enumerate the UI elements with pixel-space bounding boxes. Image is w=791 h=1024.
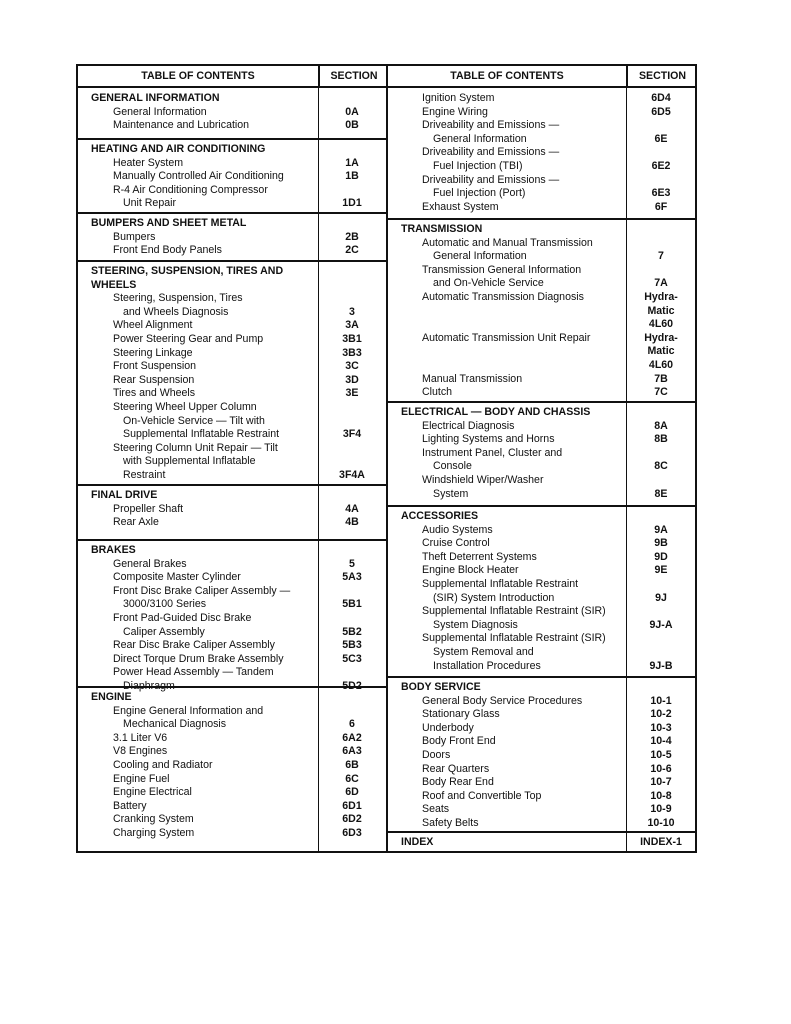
entry-title: 3000/3100 Series: [123, 598, 207, 611]
section-code: 8A: [654, 419, 668, 432]
entry-title: Seats: [422, 803, 450, 816]
section-code: 0A: [345, 105, 359, 118]
entry-title: Charging System: [113, 826, 195, 839]
toc-entry: [78, 718, 386, 732]
section-code: 7A: [654, 277, 668, 290]
entry-title: Underbody: [422, 721, 474, 734]
section-code: 9J-B: [649, 659, 673, 672]
entry-title: Restraint: [123, 468, 166, 481]
entry-title: Rear Axle: [113, 516, 159, 529]
section-code: 4B: [345, 516, 359, 529]
entry-title: Electrical Diagnosis: [422, 419, 515, 432]
toc-entry: [78, 415, 386, 429]
toc-entry: [78, 184, 386, 198]
section-heading: WHEELS: [91, 278, 137, 291]
section-code: 9D: [654, 550, 668, 563]
entry-title: Propeller Shaft: [113, 502, 184, 515]
toc-entry: [78, 626, 386, 640]
section-code: 6D3: [342, 826, 362, 839]
entry-title: Safety Belts: [422, 816, 479, 829]
section-heading: GENERAL INFORMATION: [91, 92, 220, 104]
section-code: 10-7: [650, 776, 672, 789]
toc-entry: [388, 763, 695, 777]
toc-entry: [78, 759, 386, 773]
section-heading: BUMPERS AND SHEET METAL: [91, 217, 247, 229]
toc-entry: [78, 157, 386, 171]
section-heading: BRAKES: [91, 544, 136, 556]
section-code: 5B1: [342, 598, 362, 611]
toc-entry: [78, 319, 386, 333]
section-heading-line: [388, 510, 695, 524]
toc-entry: [388, 187, 695, 201]
entry-title: Manual Transmission: [422, 372, 523, 385]
entry-title: Front Suspension: [113, 360, 197, 373]
toc-group: [78, 484, 386, 530]
entry-title: Mechanical Diagnosis: [123, 718, 227, 731]
section-heading: FINAL DRIVE: [91, 489, 158, 501]
section-code: 6F: [654, 200, 668, 213]
toc-group: [388, 90, 695, 214]
section-heading-line: [388, 681, 695, 695]
section-code: 3F4A: [339, 468, 365, 481]
section-code: 9J-A: [649, 618, 673, 631]
toc-entry: [78, 653, 386, 667]
toc-entry: [78, 292, 386, 306]
section-code: 3E: [345, 387, 359, 400]
toc-left-column: [76, 64, 388, 853]
toc-entry: [78, 516, 386, 530]
toc-header-section: SECTION: [318, 66, 388, 86]
entry-title: Engine Fuel: [113, 772, 170, 785]
entry-title: Instrument Panel, Cluster and: [422, 446, 563, 459]
toc-entry: [388, 460, 695, 474]
section-code: 6C: [345, 772, 359, 785]
toc-entry: [388, 488, 695, 502]
toc-group: [388, 401, 695, 501]
section-code: 4L60: [648, 358, 674, 371]
section-heading-line: [78, 265, 386, 279]
section-code: 5B2: [342, 625, 362, 638]
entry-title: General Information: [433, 132, 527, 145]
toc-entry: [388, 420, 695, 434]
section-code: 5D2: [342, 679, 362, 692]
section-code: 10-2: [650, 708, 672, 721]
toc-entry: [388, 474, 695, 488]
toc-entry: [78, 666, 386, 680]
entry-title: Doors: [422, 748, 451, 761]
section-heading: ENGINE: [91, 691, 132, 703]
toc-entry: [388, 250, 695, 264]
entry-title: Windshield Wiper/Washer: [422, 473, 544, 486]
toc-entry: [78, 106, 386, 120]
section-heading-line: [78, 544, 386, 558]
toc-group: [78, 138, 386, 211]
section-code: 1D1: [342, 197, 362, 210]
entry-title: Clutch: [422, 386, 453, 399]
entry-title: Theft Deterrent Systems: [422, 550, 537, 563]
section-code: Matic: [647, 304, 675, 317]
section-heading-line: [78, 489, 386, 503]
entry-title: Audio Systems: [422, 523, 493, 536]
toc-entry: [78, 197, 386, 211]
entry-title: General Brakes: [113, 557, 187, 570]
toc-entry: [78, 571, 386, 585]
section-code: 10-8: [650, 789, 672, 802]
section-code: 3: [349, 305, 355, 318]
section-code: 10-10: [647, 816, 675, 829]
toc-entry: [78, 442, 386, 456]
section-code: 6E: [654, 132, 668, 145]
toc-entry: [78, 612, 386, 626]
section-code: 7: [658, 250, 664, 263]
section-code: 4A: [345, 502, 359, 515]
section-code: 6A2: [342, 731, 362, 744]
toc-entry: [388, 92, 695, 106]
entry-title: Steering Wheel Upper Column: [113, 400, 257, 413]
toc-entry: [78, 231, 386, 245]
entry-title: Front Pad-Guided Disc Brake: [113, 611, 252, 624]
entry-title: On-Vehicle Service — Tilt with: [123, 414, 265, 427]
entry-title: Composite Master Cylinder: [113, 571, 241, 584]
toc-entry: [78, 558, 386, 572]
toc-group: [388, 218, 695, 400]
entry-title: Maintenance and Lubrication: [113, 119, 250, 132]
toc-entry: [388, 564, 695, 578]
toc-header-title: TABLE OF CONTENTS: [141, 70, 255, 82]
section-heading-line: [78, 92, 386, 106]
section-code: 9J: [655, 591, 667, 604]
entry-title: and On-Vehicle Service: [433, 277, 544, 290]
toc-entry: [78, 244, 386, 258]
entry-title: Driveability and Emissions —: [422, 119, 560, 132]
toc-entry: [78, 401, 386, 415]
toc-entry: [388, 749, 695, 763]
toc-entry: [388, 146, 695, 160]
toc-entry: [78, 800, 386, 814]
section-code: 1B: [345, 170, 359, 183]
entry-title: Rear Suspension: [113, 373, 195, 386]
toc-entry: [388, 373, 695, 387]
entry-title: Cranking System: [113, 813, 194, 826]
section-code: 1A: [345, 156, 359, 169]
toc-entry: [78, 170, 386, 184]
section-code: 10-1: [650, 694, 672, 707]
entry-title: Engine Wiring: [422, 105, 488, 118]
toc-entry: [388, 305, 695, 319]
section-code: 10-5: [650, 748, 672, 761]
section-code: 5A3: [342, 571, 362, 584]
section-code: 10-4: [650, 735, 672, 748]
toc-entry: [388, 291, 695, 305]
toc-group: [78, 539, 386, 694]
toc-entry: [388, 817, 695, 831]
entry-title: Ignition System: [422, 92, 495, 104]
entry-title: System Diagnosis: [433, 618, 518, 631]
toc-entry: [78, 639, 386, 653]
toc-header-title: TABLE OF CONTENTS: [450, 70, 564, 82]
section-code: 9E: [654, 564, 668, 577]
toc-entry: [388, 537, 695, 551]
section-heading: INDEX: [401, 836, 434, 848]
toc-entry: [388, 119, 695, 133]
entry-title: Battery: [113, 799, 147, 812]
section-code: 7C: [654, 386, 668, 399]
entry-title: Supplemental Inflatable Restraint (SIR): [422, 632, 606, 645]
toc-entry: [388, 359, 695, 373]
entry-title: Automatic and Manual Transmission: [422, 236, 593, 249]
entry-title: Lighting Systems and Horns: [422, 433, 555, 446]
section-heading-line: [388, 223, 695, 237]
section-code: 6: [349, 718, 355, 731]
toc-left-header: [78, 66, 386, 88]
toc-entry: [78, 455, 386, 469]
entry-title: Front End Body Panels: [113, 244, 222, 257]
entry-title: and Wheels Diagnosis: [123, 305, 229, 318]
section-code: 3B3: [342, 346, 362, 359]
entry-title: R-4 Air Conditioning Compressor: [113, 183, 268, 196]
entry-title: Installation Procedures: [433, 659, 541, 672]
toc-entry: [78, 333, 386, 347]
toc-group: [388, 831, 695, 850]
toc-entry: [78, 827, 386, 841]
entry-title: Direct Torque Drum Brake Assembly: [113, 652, 284, 665]
toc-entry: [78, 387, 386, 401]
section-code: 7B: [654, 372, 668, 385]
toc-entry: [388, 790, 695, 804]
entry-title: System Removal and: [433, 645, 534, 658]
toc-entry: [388, 619, 695, 633]
section-heading: BODY SERVICE: [401, 681, 481, 693]
entry-title: Engine Electrical: [113, 786, 192, 799]
toc-entry: [78, 503, 386, 517]
toc-entry: [388, 264, 695, 278]
entry-title: Caliper Assembly: [123, 625, 205, 638]
section-heading: ACCESSORIES: [401, 510, 479, 522]
section-heading: ELECTRICAL — BODY AND CHASSIS: [401, 406, 591, 418]
toc-entry: [78, 306, 386, 320]
entry-title: Rear Disc Brake Caliper Assembly: [113, 639, 275, 652]
entry-title: Unit Repair: [123, 197, 176, 210]
toc-entry: [388, 578, 695, 592]
section-code: 6A3: [342, 745, 362, 758]
section-heading-line: [388, 406, 695, 420]
entry-title: Roof and Convertible Top: [422, 789, 542, 802]
section-code: 2C: [345, 244, 359, 257]
section-heading-line: [78, 143, 386, 157]
entry-title: Power Head Assembly — Tandem: [113, 666, 274, 679]
entry-title: Supplemental Inflatable Restraint (SIR): [422, 605, 606, 618]
toc-header-section: SECTION: [626, 66, 697, 86]
section-code: 9B: [654, 537, 668, 550]
section-code: 10-6: [650, 762, 672, 775]
entry-title: Driveability and Emissions —: [422, 173, 560, 186]
section-code: 6E3: [651, 187, 671, 200]
section-code: 5B3: [342, 639, 362, 652]
toc-entry: [388, 433, 695, 447]
entry-title: Supplemental Inflatable Restraint: [123, 428, 280, 441]
toc-entry: [78, 360, 386, 374]
entry-title: (SIR) System Introduction: [433, 591, 555, 604]
entry-title: Steering Column Unit Repair — Tilt: [113, 441, 278, 454]
section-code: Hydra-: [644, 331, 678, 344]
section-code: 8C: [654, 460, 668, 473]
entry-title: Tires and Wheels: [113, 387, 196, 400]
entry-title: Cooling and Radiator: [113, 758, 213, 771]
section-heading-line: [388, 836, 695, 850]
toc-entry: [388, 605, 695, 619]
section-heading-line: [78, 279, 386, 293]
toc-entry: [388, 201, 695, 215]
toc-group: [78, 212, 386, 258]
toc-entry: [388, 722, 695, 736]
toc-entry: [388, 551, 695, 565]
toc-entry: [78, 585, 386, 599]
toc-entry: [388, 332, 695, 346]
section-code: Hydra-: [644, 290, 678, 303]
toc-entry: [388, 660, 695, 674]
toc-entry: [388, 174, 695, 188]
toc-entry: [388, 695, 695, 709]
toc-entry: [78, 119, 386, 133]
section-code: 5: [349, 557, 355, 570]
section-code: 3C: [345, 360, 359, 373]
toc-entry: [388, 708, 695, 722]
entry-title: Steering, Suspension, Tires: [113, 292, 243, 305]
entry-title: V8 Engines: [113, 745, 168, 758]
section-code: 3B1: [342, 332, 362, 345]
entry-title: 3.1 Liter V6: [113, 731, 168, 744]
toc-entry: [388, 592, 695, 606]
entry-title: Driveability and Emissions —: [422, 146, 560, 159]
toc-entry: [388, 803, 695, 817]
toc-entry: [388, 237, 695, 251]
toc-right-column: [386, 64, 697, 853]
section-code: 6D: [345, 786, 359, 799]
toc-entry: [388, 776, 695, 790]
entry-title: Transmission General Information: [422, 263, 582, 276]
toc-entry: [388, 386, 695, 400]
entry-title: Engine Block Heater: [422, 564, 519, 577]
entry-title: General Information: [113, 105, 207, 118]
toc-entry: [388, 524, 695, 538]
toc-entry: [78, 705, 386, 719]
toc-entry: [388, 632, 695, 646]
section-heading: TRANSMISSION: [401, 223, 483, 235]
section-heading-line: [78, 217, 386, 231]
section-heading-line: [78, 691, 386, 705]
entry-title: Diaphragm: [123, 679, 175, 692]
section-heading: HEATING AND AIR CONDITIONING: [91, 143, 266, 155]
section-code: 6B: [345, 758, 359, 771]
section-code: 3D: [345, 373, 359, 386]
toc-entry: [388, 646, 695, 660]
entry-title: General Information: [433, 250, 527, 263]
entry-title: Exhaust System: [422, 200, 499, 213]
toc-entry: [388, 447, 695, 461]
section-code: INDEX-1: [640, 836, 682, 848]
entry-title: Manually Controlled Air Conditioning: [113, 170, 284, 183]
toc-entry: [78, 598, 386, 612]
toc-entry: [388, 735, 695, 749]
section-code: 4L60: [648, 318, 674, 331]
entry-title: Body Rear End: [422, 776, 494, 789]
entry-title: Fuel Injection (Port): [433, 187, 526, 200]
section-code: 0B: [345, 119, 359, 132]
toc-group: [78, 686, 386, 841]
toc-group: [78, 90, 386, 133]
toc-entry: [78, 786, 386, 800]
section-code: 6E2: [651, 159, 671, 172]
entry-title: Engine General Information and: [113, 704, 264, 717]
entry-title: Fuel Injection (TBI): [433, 159, 523, 172]
toc-entry: [78, 347, 386, 361]
entry-title: Wheel Alignment: [113, 319, 193, 332]
entry-title: Automatic Transmission Diagnosis: [422, 290, 584, 303]
entry-title: Rear Quarters: [422, 762, 490, 775]
toc-entry: [78, 813, 386, 827]
toc-group: [388, 676, 695, 831]
toc-right-header: [388, 66, 695, 88]
section-code: 6D4: [651, 92, 671, 104]
entry-title: System: [433, 487, 469, 500]
toc-entry: [78, 773, 386, 787]
section-code: 8E: [654, 487, 668, 500]
section-code: 5C3: [342, 652, 362, 665]
entry-title: Bumpers: [113, 230, 156, 243]
section-heading: STEERING, SUSPENSION, TIRES AND: [91, 265, 284, 277]
section-code: 2B: [345, 230, 359, 243]
entry-title: Front Disc Brake Caliper Assembly —: [113, 584, 291, 597]
toc-entry: [388, 106, 695, 120]
toc-entry: [78, 745, 386, 759]
section-code: 8B: [654, 433, 668, 446]
toc-entry: [388, 133, 695, 147]
toc-group: [78, 260, 386, 483]
section-code: 6D5: [651, 105, 671, 118]
section-code: 6D1: [342, 799, 362, 812]
entry-title: Heater System: [113, 156, 184, 169]
entry-title: Cruise Control: [422, 537, 490, 550]
toc-entry: [388, 277, 695, 291]
toc-entry: [78, 428, 386, 442]
entry-title: Stationary Glass: [422, 708, 500, 721]
entry-title: Console: [433, 460, 472, 473]
toc-entry: [388, 345, 695, 359]
section-code: 10-3: [650, 721, 672, 734]
toc-entry: [78, 374, 386, 388]
section-code: 6D2: [342, 813, 362, 826]
entry-title: Power Steering Gear and Pump: [113, 332, 264, 345]
section-code: 3F4: [342, 428, 362, 441]
entry-title: Steering Linkage: [113, 346, 193, 359]
toc-entry: [388, 160, 695, 174]
entry-title: General Body Service Procedures: [422, 694, 583, 707]
section-code: Matic: [647, 345, 675, 358]
entry-title: Body Front End: [422, 735, 496, 748]
toc-group: [388, 505, 695, 673]
toc-entry: [78, 732, 386, 746]
entry-title: Supplemental Inflatable Restraint: [422, 577, 579, 590]
entry-title: Automatic Transmission Unit Repair: [422, 331, 591, 344]
entry-title: with Supplemental Inflatable: [123, 455, 256, 468]
section-code: 9A: [654, 523, 668, 536]
section-code: 10-9: [650, 803, 672, 816]
section-code: 3A: [345, 319, 359, 332]
toc-entry: [388, 318, 695, 332]
toc-entry: [78, 469, 386, 483]
